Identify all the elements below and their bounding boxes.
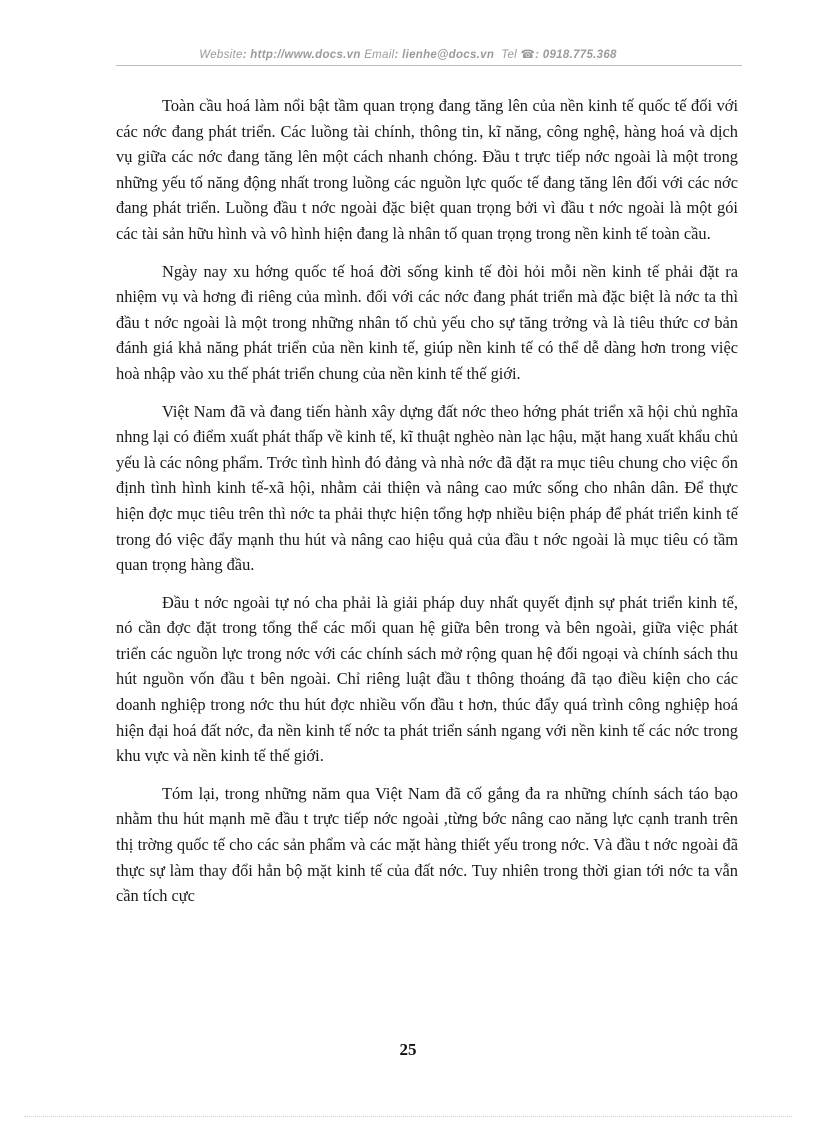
paragraph: Tóm lại, trong những năm qua Việt Nam đã cố gắng đa ra những chính sách táo bạo nhằm thu hút mạnh mẽ đầu t trực tiếp nớc ngoài ,từng bớc nâng cao năng lực cạnh tranh trên thị trờng quốc tế cho các sản phẩm và các mặt hàng thiết yếu trong nớc. Và đầu t nớc ngoài đã thực sự làm thay đổi hẳn bộ mặt kinh tế của đất nớc. Tuy nhiên trong thời gian tới nớc ta vẫn cần tích cực [116,783,738,906]
page-number: 25 [399,1040,417,1059]
paragraph: Toàn cầu hoá làm nổi bật tầm quan trọng đang tăng lên của nền kinh tế quốc tế đối với các nớc đang phát triển. Các luồng tài chính, thông tin, kĩ năng, công nghệ, hàng hoá và dịch vụ giữa các nớc đang tăng lên một cách nhanh chóng. Đầu t trực tiếp nớc ngoài là một trong những yếu tố năng động nhất trong luồng các nguồn lực quốc tế đang tăng lên đối với các nớc đang phát triển. Luồng đầu t nớc ngoài đặc biệt quan trọng bởi vì đầu t nớc ngoài là một gói các tài sản hữu hình và vô hình hiện đang là nhân tố quan trọng trong nền kinh tế toàn cầu. [116,96,738,243]
paragraph: Đầu t nớc ngoài tự nó cha phải là giải pháp duy nhất quyết định sự phát triển kinh tế, nó cần đợc đặt trong tổng thể các mối quan hệ giữa bên trong và bên ngoài, giữa việc phát triển các nguồn lực trong nớc với các chính sách mở rộng quan hệ đối ngoại và chính sách thu hút nguồn vốn đầu t bên ngoài. Chỉ riêng luật đầu t thông thoáng đã tạo điều kiện cho các doanh nghiệp trong nớc thu hút đợc nhiều vốn đầu t hơn, thúc đẩy quá trình công nghiệp hoá hiện đại hoá đất nớc, đa nền kinh tế nớc ta phát triển sánh ngang với nền kinh tế các nớc trong khu vực và nền kinh tế thế giới. [116,592,738,766]
phone-icon: ☎ [520,49,536,61]
tel-label: Tel [501,49,518,61]
footer-divider [24,1116,792,1117]
header-divider [116,65,742,66]
website-label: Website [199,49,243,61]
website-link[interactable]: : http://www.docs.vn [242,49,361,61]
email-label: Email [364,49,395,61]
paragraph: Việt Nam đã và đang tiến hành xây dựng đất nớc theo hớng phát triển xã hội chủ nghĩa nhng lại có điểm xuất phát thấp về kinh tế, kĩ thuật nghèo nàn lạc hậu, mặt hang xuất khẩu chủ yếu là các nông phẩm. Trớc tình hình đó đảng và nhà nớc đã đặt ra mục tiêu chung cho việc ổn định tình hình kinh tế-xã hội, nhằm cải thiện và nâng cao mức sống cho nhân dân. Để thực hiện đợc mục tiêu trên thì nớc ta phải thực hiện tổng hợp nhiều biện pháp để phát triển kinh tế trong đó việc đẩy mạnh thu hút và nâng cao hiệu quả của đầu t nớc ngoài là mục tiêu có tầm quan trọng hàng đầu. [116,401,738,575]
page-header [0,47,816,61]
email-link[interactable]: : lienhe@docs.vn [394,49,495,61]
phone-number: : 0918.775.368 [535,49,617,61]
document-body [116,93,738,921]
paragraph: Ngày nay xu hớng quốc tế hoá đời sống kinh tế đòi hỏi mỗi nền kinh tế phải đặt ra nhiệm vụ và hơng đi riêng của mình. đối với các nớc đang phát triển mà đặc biệt là nớc ta thì đầu t nớc ngoài là một trong những nhân tố chủ yếu cho sự tăng trởng và là tiêu thức cơ bản đánh giá khả năng phát triển của nền kinh tế, giúp nền kinh tế có thể dễ dàng hơn trong việc hoà nhập vào xu thế phát triển chung của nền kinh tế thế giới. [116,261,738,383]
